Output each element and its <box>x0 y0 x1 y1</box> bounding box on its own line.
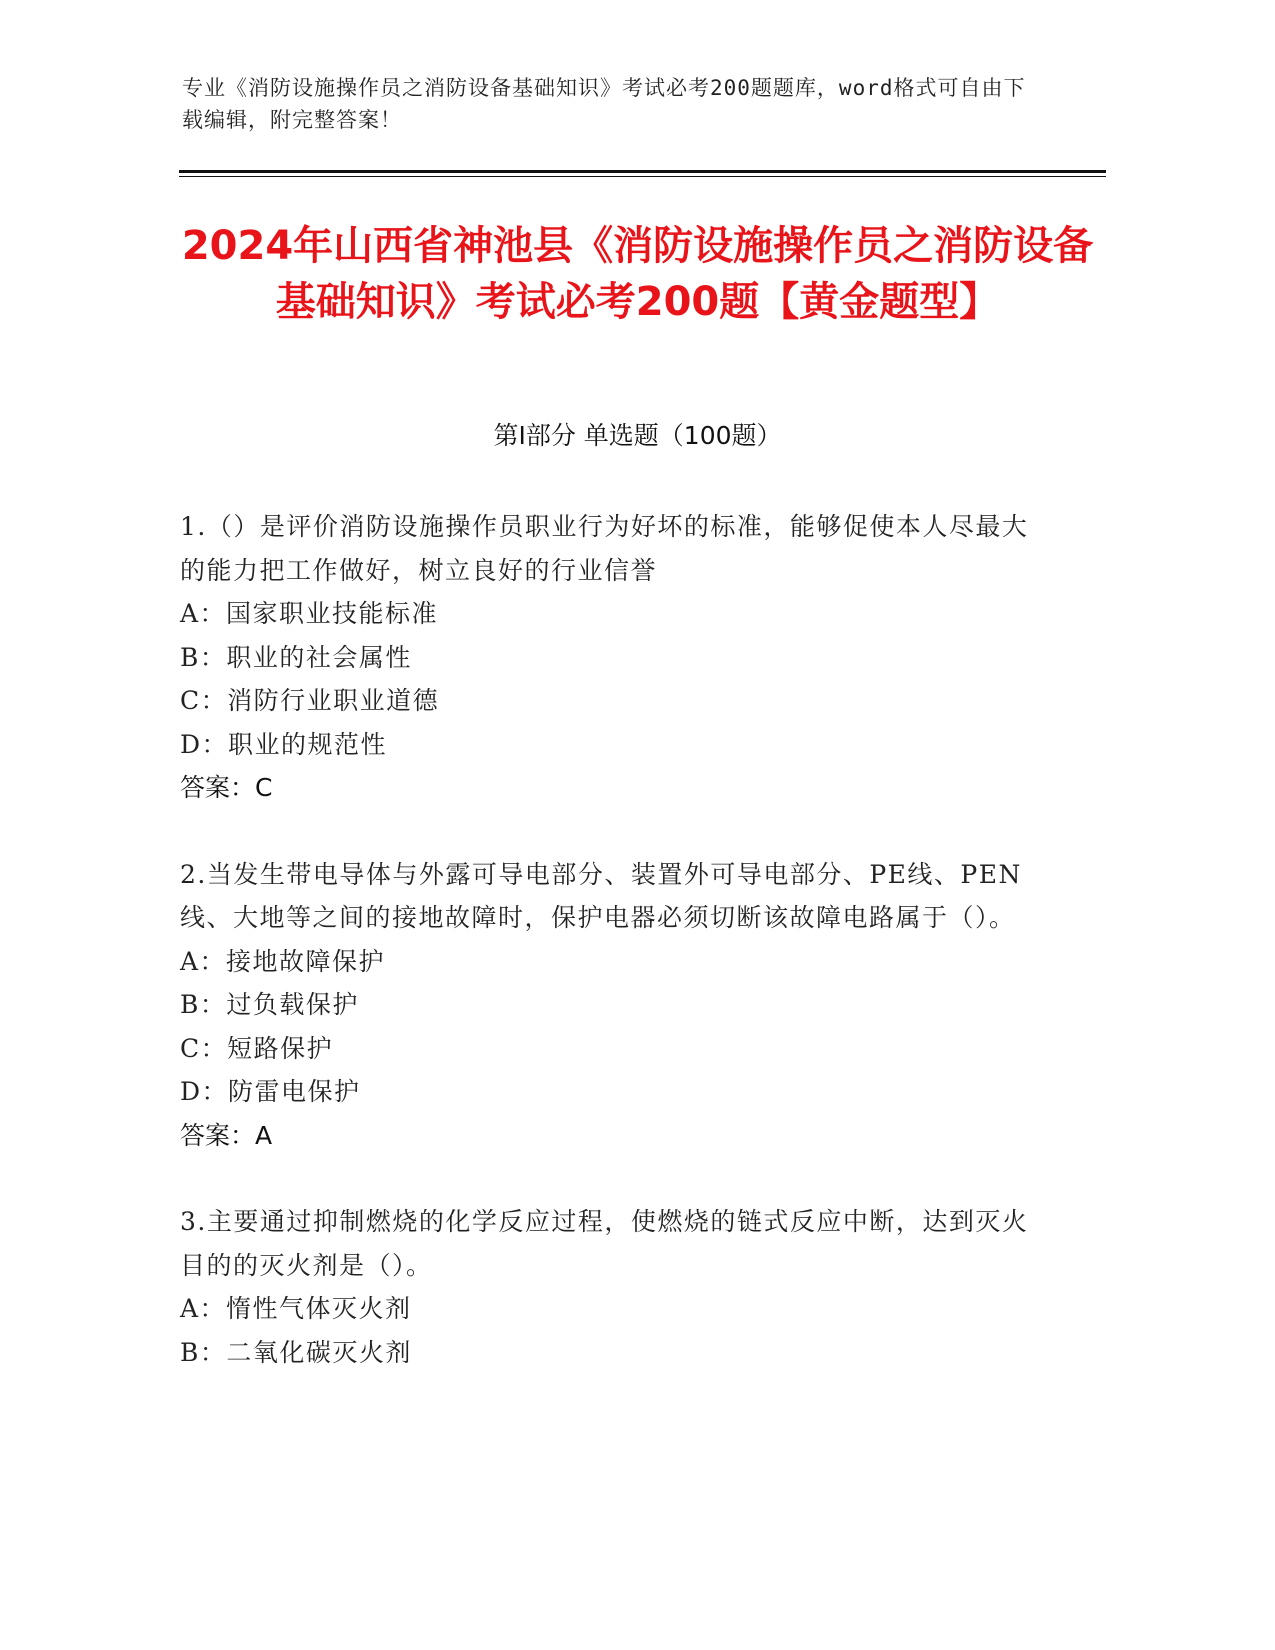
option-c: C：消防行业职业道德 <box>180 686 440 715</box>
option-b: B：过负载保护 <box>180 990 359 1019</box>
document-title: 2024年山西省神池县《消防设施操作员之消防设备基础知识》考试必考200题【黄金题型】 <box>181 223 1094 325</box>
header-note: 专业《消防设施操作员之消防设备基础知识》考试必考200题题库，word格式可自由下载编辑，附完整答案！ <box>182 76 1026 132</box>
question-stem: 2.当发生带电导体与外露可导电部分、装置外可导电部分、PE线、PEN线、大地等之间的接地故障时，保护电器必须切断该故障电路属于（）。 <box>180 859 1022 932</box>
option-b: B：职业的社会属性 <box>180 642 412 672</box>
question-stem: 3.主要通过抑制燃烧的化学反应过程，使燃烧的链式反应中断，达到灭火目的的灭火剂是（）。 <box>180 1207 1029 1280</box>
question-3 <box>180 1200 1040 1374</box>
question-1 <box>180 505 1040 810</box>
option-a: A：惰性气体灭火剂 <box>180 1294 412 1323</box>
answer: 答案：C <box>180 773 273 802</box>
option-d: D：防雷电保护 <box>180 1077 361 1106</box>
option-a: A：国家职业技能标准 <box>180 599 439 628</box>
question-stem: 1.（）是评价消防设施操作员职业行为好坏的标准，能够促使本人尽最大的能力把工作做好，树立良好的行业信誉 <box>180 512 1029 585</box>
option-a: A：接地故障保护 <box>180 946 386 976</box>
question-list <box>180 505 1040 1417</box>
option-b: B：二氧化碳灭火剂 <box>180 1337 412 1367</box>
header-rule-thin <box>179 176 1106 177</box>
section-title: 第Ⅰ部分 单选题（100题） <box>493 421 782 450</box>
option-d: D：职业的规范性 <box>180 729 388 759</box>
answer: 答案：A <box>180 1120 273 1150</box>
question-2 <box>180 853 1040 1158</box>
header-rule-thick <box>179 170 1106 173</box>
option-c: C：短路保护 <box>180 1033 334 1063</box>
